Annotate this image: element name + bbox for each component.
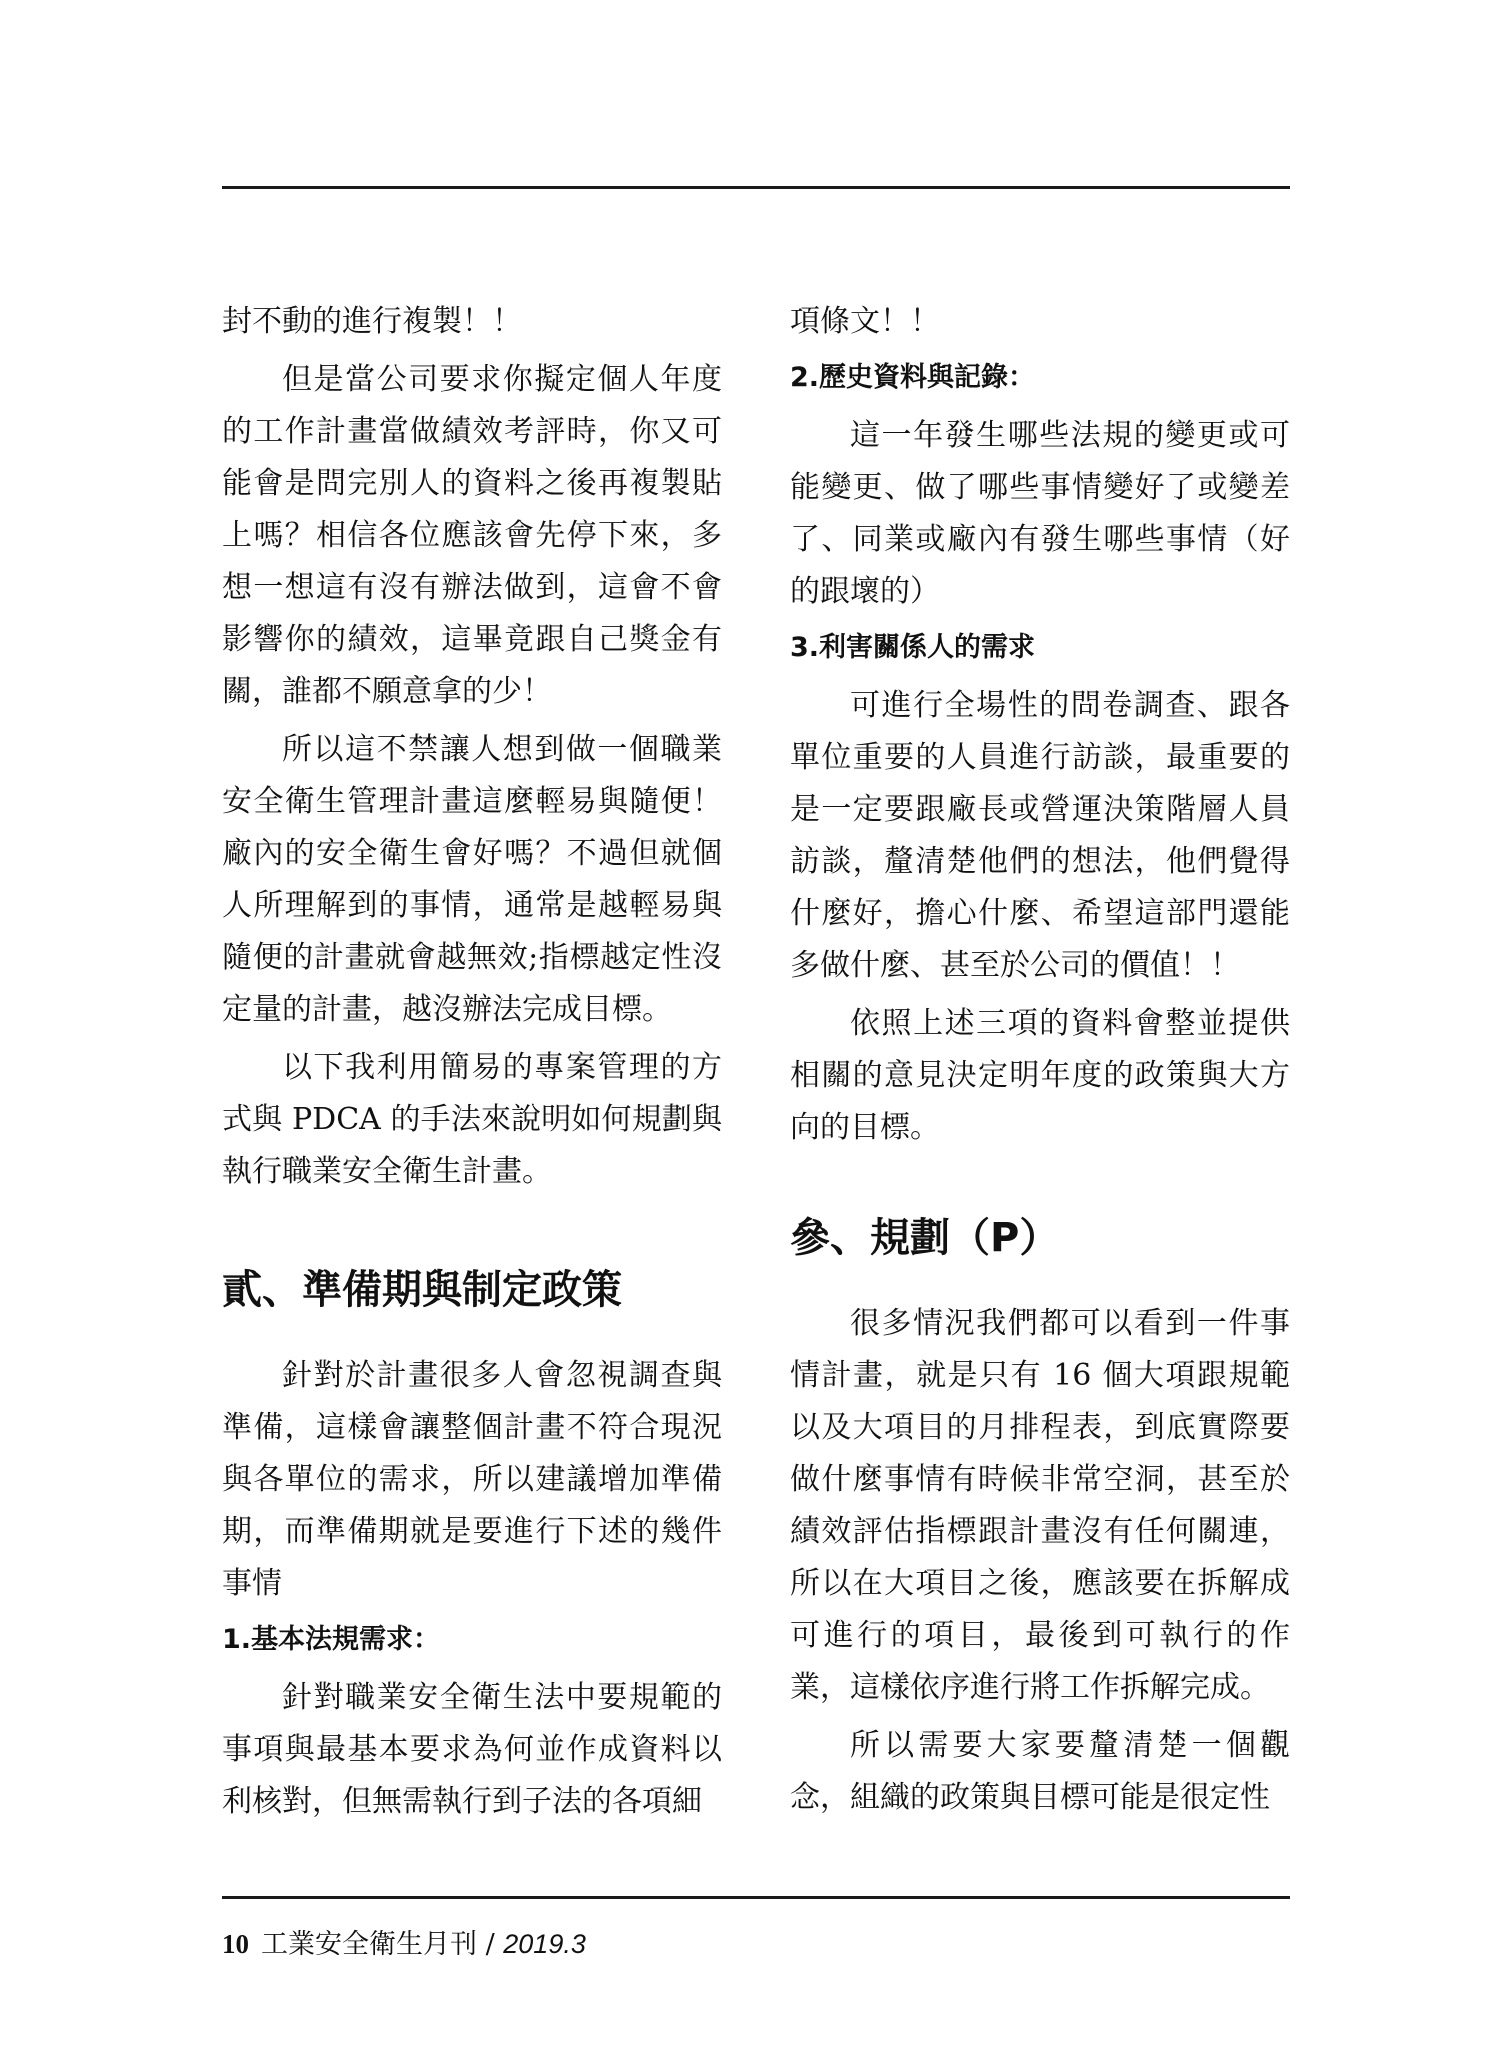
left-column [222, 296, 722, 1828]
magazine-title: 工業安全衛生月刊 [261, 1929, 477, 1960]
paragraph: 很多情況我們都可以看到一件事情計畫，就是只有 16 個大項跟規範以及大項目的月排程表，到底實際要做什麼事情有時候非常空洞，甚至於績效評估指標跟計畫沒有任何關連，所以在大項目之後，應該要在拆解成可進行的項目，最後到可執行的作業，這樣依序進行將工作拆解完成。 [790, 1306, 1290, 1705]
paragraph: 封不動的進行複製！！ [222, 304, 522, 339]
page-footer [222, 1926, 586, 1963]
issue-date: 2019.3 [503, 1929, 586, 1959]
paragraph: 依照上述三項的資料會整並提供相關的意見決定明年度的政策與大方向的目標。 [790, 1006, 1290, 1145]
section-heading: 參、規劃（P） [790, 1215, 1060, 1261]
paragraph: 可進行全場性的問卷調查、跟各單位重要的人員進行訪談，最重要的是一定要跟廠長或營運決策階層人員訪談，釐清楚他們的想法，他們覺得什麼好，擔心什麼、希望這部門還能多做什麼、甚至於公司的價值！！ [790, 688, 1290, 983]
right-column [790, 296, 1290, 1824]
paragraph: 但是當公司要求你擬定個人年度的工作計畫當做績效考評時，你又可能會是問完別人的資料之後再複製貼上嗎？相信各位應該會先停下來，多想一想這有沒有辦法做到，這會不會影響你的績效，這畢竟跟自己獎金有關，誰都不願意拿的少！ [222, 362, 722, 709]
paragraph: 項條文！！ [790, 304, 940, 339]
footer-rule [222, 1896, 1290, 1899]
subheading: 3.利害關係人的需求 [790, 632, 1036, 663]
page-number: 10 [222, 1929, 249, 1959]
paragraph: 這一年發生哪些法規的變更或可能變更、做了哪些事情變好了或變差了、同業或廠內有發生哪些事情（好的跟壞的） [790, 418, 1290, 609]
paragraph: 針對於計畫很多人會忽視調查與準備，這樣會讓整個計畫不符合現況與各單位的需求，所以建議增加準備期，而準備期就是要進行下述的幾件事情 [222, 1358, 722, 1601]
paragraph: 所以這不禁讓人想到做一個職業安全衛生管理計畫這麼輕易與隨便！廠內的安全衛生會好嗎？不過但就個人所理解到的事情，通常是越輕易與隨便的計畫就會越無效;指標越定性沒定量的計畫，越沒辦法完成目標。 [222, 732, 722, 1027]
paragraph: 以下我利用簡易的專案管理的方式與 PDCA 的手法來說明如何規劃與執行職業安全衛生計畫。 [222, 1050, 722, 1189]
paragraph: 針對職業安全衛生法中要規範的事項與最基本要求為何並作成資料以利核對，但無需執行到子法的各項細 [222, 1680, 722, 1819]
paragraph: 所以需要大家要釐清楚一個觀念，組織的政策與目標可能是很定性 [790, 1728, 1290, 1815]
section-heading: 貳、準備期與制定政策 [222, 1267, 622, 1313]
footer-separator: / [477, 1929, 504, 1960]
subheading: 2.歷史資料與記錄： [790, 362, 1036, 393]
header-rule [222, 186, 1290, 189]
subheading: 1.基本法規需求： [222, 1624, 441, 1655]
